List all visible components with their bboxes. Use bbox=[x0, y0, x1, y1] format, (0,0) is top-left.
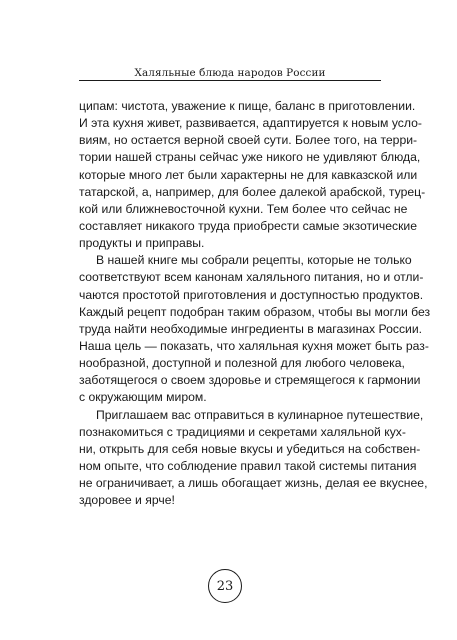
text-line: виям, но остается верной своей сути. Более того, на терри- bbox=[79, 133, 418, 148]
text-line: ципам: чистота, уважение к пище, баланс в приготовлении. bbox=[79, 99, 416, 113]
text-line: ном опыте, что соблюдение правил такой системы питания bbox=[79, 458, 417, 473]
text-line: тории нашей страны сейчас уже никого не удивляют блюда, bbox=[79, 150, 421, 165]
paragraph-3 bbox=[79, 407, 428, 510]
text-line: познакомиться с традициями и секретами халяльной кух- bbox=[79, 424, 406, 439]
running-header-title: Халяльные блюда народов России bbox=[134, 67, 326, 79]
text-line: И эта кухня живет, развивается, адаптируется к новым усло- bbox=[79, 116, 422, 131]
text-line: составляет никакого труда приобрести самые экзотические bbox=[79, 218, 417, 233]
text-line: ни, открыть для себя новые вкусы и убедиться на собствен- bbox=[79, 441, 421, 456]
text-line: чаются простотой приготовления и доступностью продуктов. bbox=[79, 287, 424, 302]
text-line: Каждый рецепт подобран таким образом, чтобы вы могли без bbox=[79, 304, 431, 319]
paragraph-2 bbox=[79, 252, 431, 406]
text-line: нообразной, доступной и полезной для любого человека, bbox=[79, 356, 405, 371]
text-line: труда найти необходимые ингредиенты в магазинах России. bbox=[79, 321, 423, 336]
text-line: заботящегося о своем здоровье и стремящегося к гармонии bbox=[79, 373, 421, 388]
text-line: продукты и приправы. bbox=[79, 236, 205, 251]
text-line: кой или ближневосточной кухни. Тем более что сейчас не bbox=[79, 201, 408, 216]
paragraph-1 bbox=[79, 98, 426, 252]
text-line: Приглашаем вас отправиться в кулинарное путешествие, bbox=[96, 407, 424, 422]
page-number-badge bbox=[208, 569, 242, 603]
text-line: здоровее и ярче! bbox=[79, 493, 175, 508]
text-line: не ограничивает, а лишь обогащает жизнь, делая ее вкуснее, bbox=[79, 476, 428, 491]
header-divider bbox=[79, 80, 381, 81]
page-body bbox=[79, 98, 431, 509]
text-line: В нашей книге мы собрали рецепты, которые не только bbox=[96, 253, 412, 268]
text-line: татарской, а, например, для более далекой арабской, турец- bbox=[79, 184, 426, 199]
text-line: которые много лет были характерны не для кавказской или bbox=[79, 167, 418, 182]
text-line: Наша цель — показать, что халяльная кухня может быть раз- bbox=[79, 338, 429, 353]
page-number: 23 bbox=[216, 578, 234, 594]
text-line: соответствуют всем канонам халяльного питания, но и отли- bbox=[79, 270, 424, 285]
text-line: с окружающим миром. bbox=[79, 390, 207, 405]
